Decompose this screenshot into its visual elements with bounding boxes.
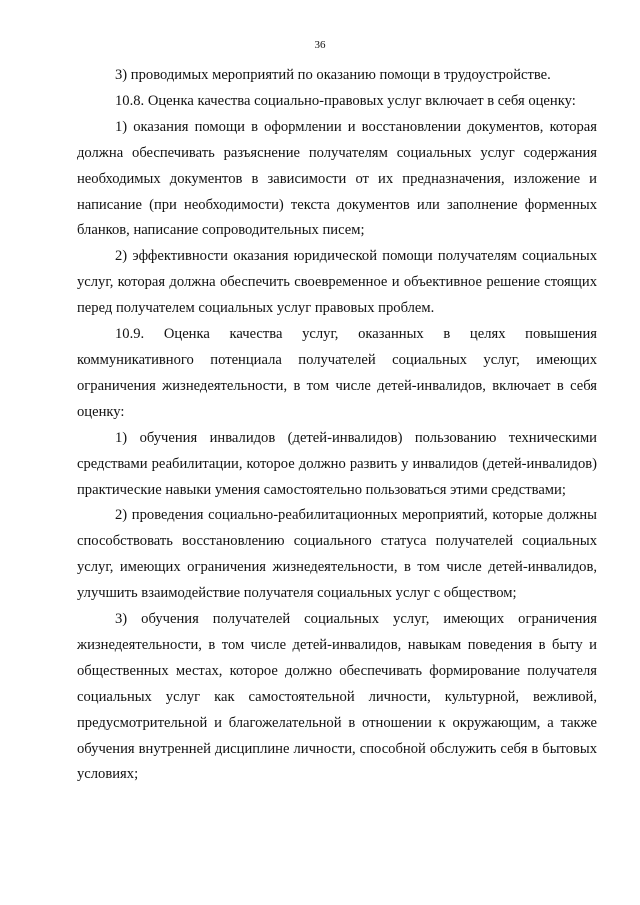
paragraph-10-9-item-2: 2) проведения социально-реабилитационных мероприятий, которые должны способствовать восстановлению социального статуса получателей социальных услуг, имеющих ограничения жизнедеятельности, в том числе детей-инвалидов, улучшить взаимодействие получателя социальных услуг с обществом; [77,507,597,602]
paragraph-10-8-item-1: 1) оказания помощи в оформлении и восстановлении документов, которая должна обеспечивать разъяснение получателям социальных услуг содержания необходимых документов в зависимости от их предназначения, изложение и написание (при необходимости) текста документов или заполнение форменных бланков, написание сопроводительных писем; [77,118,597,239]
paragraph-10-9-item-3: 3) обучения получателей социальных услуг, имеющих ограничения жизнедеятельности, в том числе детей-инвалидов, навыкам поведения в быту и общественных местах, которое должно обеспечивать формирование получателя социальных услуг как самостоятельной личности, культурной, вежливой, предусмотрительной и благожелательной в отношении к окружающим, а также обучения внутренней дисциплине личности, способной обслужить себя в бытовых условиях; [77,611,597,783]
document-body [77,63,597,788]
paragraph-10-9-heading: 10.9. Оценка качества услуг, оказанных в целях повышения коммуникативного потенциала получателей социальных услуг, имеющих ограничения жизнедеятельности, в том числе детей-инвалидов, включает в себя оценку: [77,326,597,420]
paragraph-10-9-item-1: 1) обучения инвалидов (детей-инвалидов) пользованию техническими средствами реабилитации, которое должно развить у инвалидов (детей-инвалидов) практические навыки умения самостоятельно пользоваться этими средствами; [77,429,597,498]
paragraph-item-3-job-placement: 3) проводимых мероприятий по оказанию помощи в трудоустройстве. [115,67,551,83]
page-number: 36 [314,39,326,51]
paragraph-10-8-heading: 10.8. Оценка качества социально-правовых услуг включает в себя оценку: [115,92,576,109]
paragraph-10-8-item-2: 2) эффективности оказания юридической помощи получателям социальных услуг, которая должна обеспечить своевременное и объективное решение стоящих перед получателем социальных услуг правовых проблем. [77,248,597,317]
